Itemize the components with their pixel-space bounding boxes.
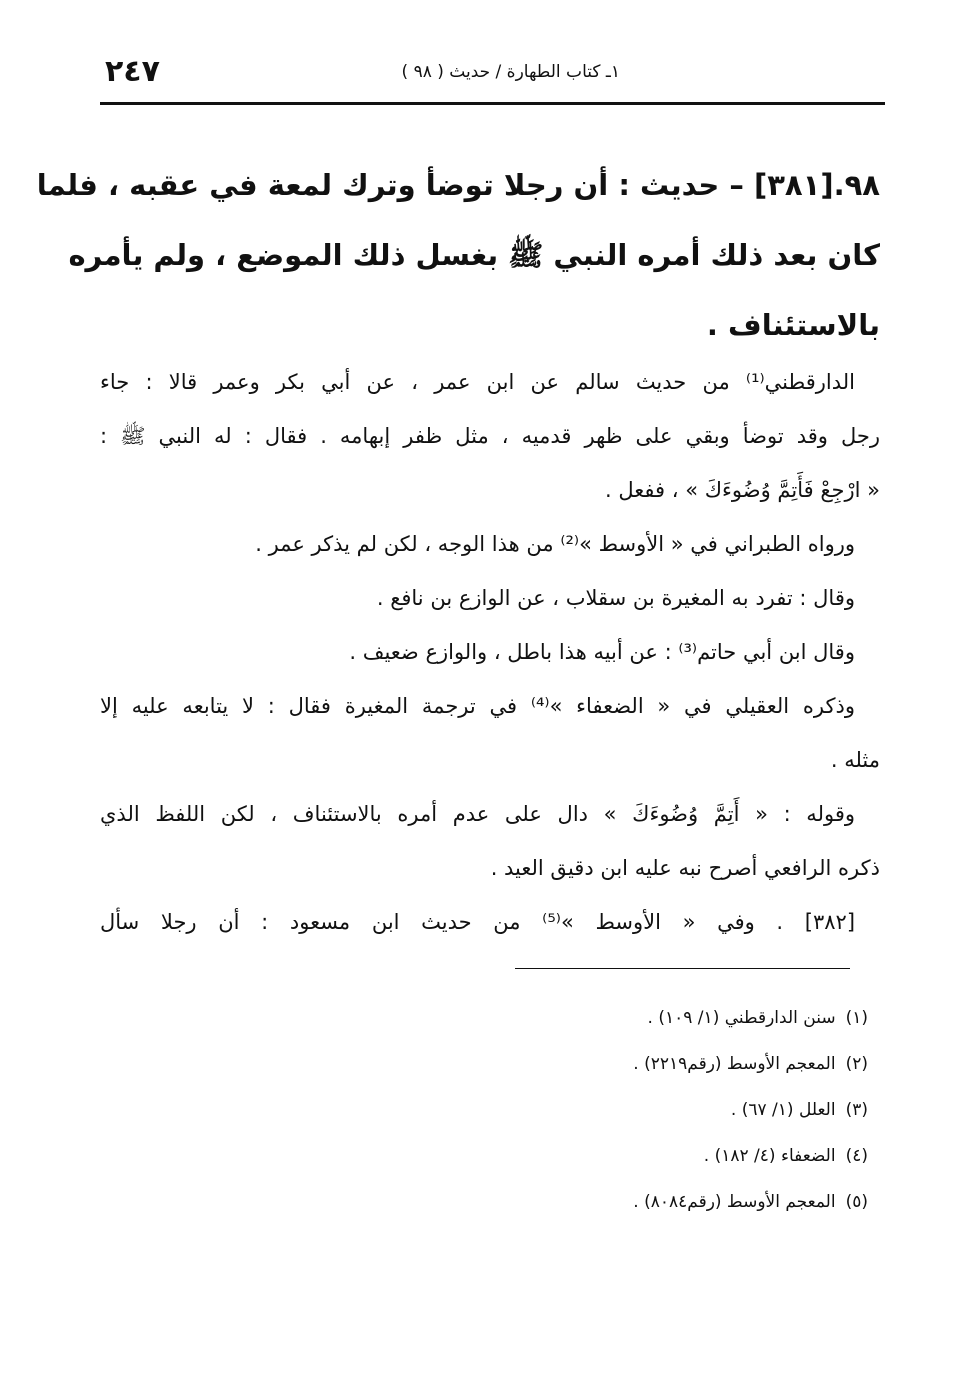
hadith-heading: [36, 150, 880, 360]
footnote-text: المعجم الأوسط (رقم٨٠٨٤) .: [633, 1192, 836, 1212]
footnote-text: العلل (١/ ٦٧) .: [730, 1100, 836, 1120]
header-rule: [100, 102, 885, 105]
body-line: وذكره العقيلي في « الضعفاء »⁽⁴⁾ في ترجمة المغيرة فقال : لا يتابعه عليه إلا: [100, 694, 855, 718]
footnote-item: [468, 1041, 868, 1087]
footnote-number: (٤): [845, 1146, 868, 1166]
footnote-text: سنن الدارقطني (١/ ١٠٩) .: [647, 1008, 836, 1028]
body-line: وقال ابن أبي حاتم⁽³⁾ : عن أبيه هذا باطل ، والوازع ضعيف .: [349, 640, 855, 664]
running-title: ١ـ كتاب الطهارة / حديث ( ٩٨ ): [401, 62, 620, 82]
footnote-number: (٢): [845, 1054, 868, 1074]
body-line: مثله .: [830, 748, 880, 772]
footnote-item: [468, 1087, 868, 1133]
body-line: ورواه الطبراني في « الأوسط »⁽²⁾ من هذا الوجه ، لكن لم يذكر عمر .: [255, 532, 855, 556]
footnote-item: [468, 995, 868, 1041]
heading-line: بالاستئناف .: [706, 308, 880, 342]
heading-line: ٩٨.[٣٨١] – حديث : أن رجلا توضأ وترك لمعة في عقبه ، فلما: [36, 168, 880, 202]
body-line: وقوله : « أَتِمَّ وُضُوءَكَ » دال على عدم أمره بالاستئناف ، لكن اللفظ الذي: [100, 802, 855, 826]
footnote-number: (٥): [845, 1192, 868, 1212]
footnote-item: [468, 1179, 868, 1225]
footnote-rule: [515, 968, 850, 969]
body-line: الدارقطني⁽¹⁾ من حديث سالم عن ابن عمر ، عن أبي بكر وعمر قالا : جاء: [100, 370, 855, 394]
body-line: رجل وقد توضأ وبقي على ظهر قدميه ، مثل ظفر إبهامه . فقال : له النبي ﷺ :: [100, 424, 880, 448]
page-header: [95, 52, 885, 102]
page-number: ٢٤٧: [105, 54, 160, 89]
footnote-item: [468, 1133, 868, 1179]
body-line: وقال : تفرد به المغيرة بن سقلاب ، عن الوازع بن نافع .: [376, 586, 855, 610]
footnote-number: (٣): [845, 1100, 868, 1120]
footnote-text: الضعفاء (٤/ ١٨٢) .: [703, 1146, 836, 1166]
body-line: « ارْجِعْ فَأَتِمَّ وُضُوءَكَ » ، ففعل .: [605, 478, 880, 502]
commentary-body: [100, 355, 880, 949]
footnote-number: (١): [845, 1008, 868, 1028]
heading-line: كان بعد ذلك أمره النبي ﷺ بغسل ذلك الموضع ، ولم يأمره: [68, 238, 880, 272]
footnotes: [468, 995, 868, 1225]
footnote-text: المعجم الأوسط (رقم٢٢١٩) .: [633, 1054, 836, 1074]
body-line: ذكره الرافعي أصرح نبه عليه ابن دقيق العيد .: [490, 856, 880, 880]
body-line: [٣٨٢] . وفي « الأوسط »⁽⁵⁾ من حديث ابن مسعود : أن رجلا سأل: [100, 910, 856, 934]
